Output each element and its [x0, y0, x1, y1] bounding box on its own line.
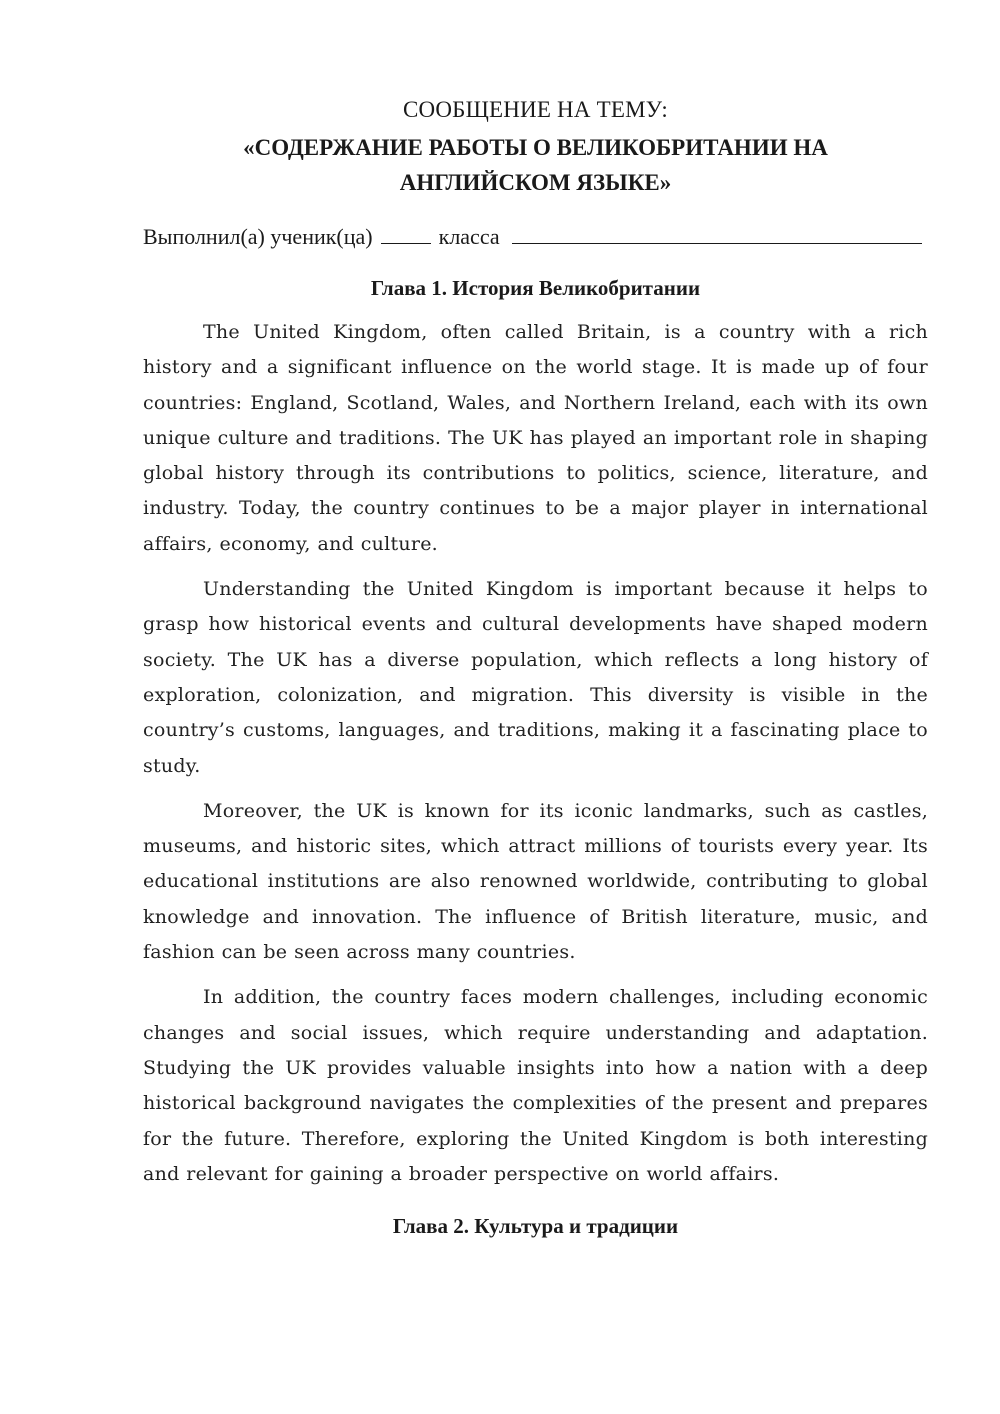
- paragraph: Moreover, the UK is known for its iconic landmarks, such as castles, museums, and historic sites, which attract millions of tourists every year. Its educational institutions are also renowned worldwide, contributing to global knowledge and innovation. The influence of British literature, music, and fashion can be seen across many countries.: [143, 799, 928, 964]
- name-blank-field[interactable]: [512, 223, 922, 244]
- author-line: [143, 222, 928, 252]
- grade-blank-field[interactable]: [381, 223, 431, 244]
- chapter-2-title: Глава 2. Культура и традиции: [392, 1214, 679, 1239]
- document-title: [143, 130, 928, 200]
- subject-line: СООБЩЕНИЕ НА ТЕМУ:: [403, 97, 668, 122]
- paragraph: Understanding the United Kingdom is important because it helps to grasp how historical events and cultural developments have shaped modern society. The UK has a diverse population, which reflects a long history of exploration, colonization, and migration. This diversity is visible in the country’s customs, languages, and traditions, making it a fascinating place to study.: [143, 578, 928, 777]
- performed-by-label: Выполнил(а) ученик(ца): [143, 224, 373, 249]
- title-line-2: АНГЛИЙСКОМ ЯЗЫКЕ»: [399, 170, 672, 195]
- title-line-1: «СОДЕРЖАНИЕ РАБОТЫ О ВЕЛИКОБРИТАНИИ НА: [243, 135, 828, 160]
- paragraph: The United Kingdom, often called Britain, is a country with a rich history and a significant influence on the world stage. It is made up of four countries: England, Scotland, Wales, and Northern Ireland, each with its own unique culture and traditions. The UK has played an important role in shaping global history through its contributions to politics, science, literature, and industry. Today, the country continues to be a major player in international affairs, economy, and culture.: [143, 321, 928, 555]
- chapter-1-title: Глава 1. История Великобритании: [370, 276, 701, 300]
- document-page: [143, 92, 928, 1242]
- paragraph: In addition, the country faces modern challenges, including economic changes and social issues, which require understanding and adaptation. Studying the UK provides valuable insights into how a nation with a deep historical background navigates the complexities of the present and prepares for the future. Therefore, exploring the United Kingdom is both interesting and relevant for gaining a broader perspective on world affairs.: [143, 986, 928, 1185]
- class-label: класса: [438, 224, 500, 249]
